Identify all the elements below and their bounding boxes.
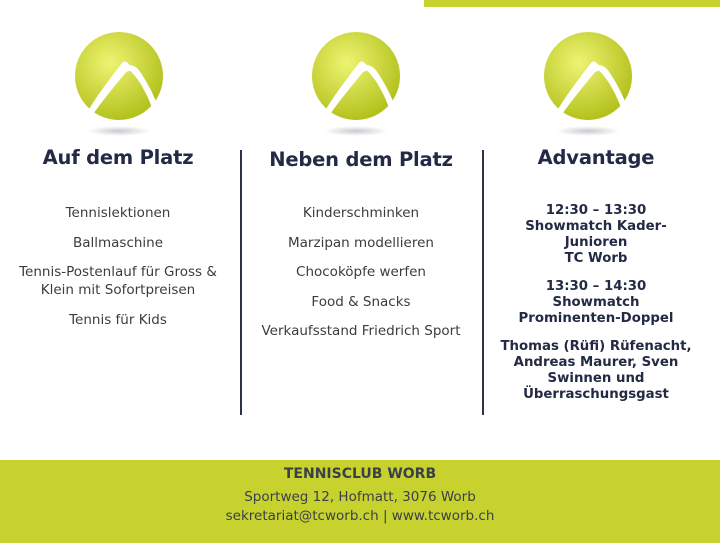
program-list [476,203,716,415]
list-item: Tennislektionen [65,205,171,221]
activity-list [241,204,481,352]
program-description: Showmatch Prominenten-Doppel [518,295,674,326]
list-item: Food & Snacks [311,293,411,310]
program-time: 12:30 – 13:30 [545,203,647,218]
ball-shadow [324,126,388,136]
list-item: Tennis-Postenlauf für Gross & Klein mit Sofortpreisen [19,264,217,298]
column-title: Advantage [537,146,655,169]
list-item: Tennis für Kids [69,311,167,328]
club-name: TENNISCLUB WORB [283,466,437,482]
program-item [476,339,716,403]
footer [0,460,720,543]
program-item [476,279,716,327]
list-item: Kinderschminken [302,205,420,221]
program-time: 13:30 – 14:30 [545,279,647,294]
list-item: Marzipan modellieren [288,234,434,251]
list-item: Chocoköpfe werfen [296,264,426,280]
club-address: Sportweg 12, Hofmatt, 3076 Worb [244,489,476,505]
club-contact: sekretariat@tcworb.ch | www.tcworb.ch [225,508,495,524]
program-item [476,203,716,267]
activity-list [0,204,238,340]
program-description: Thomas (Rüfi) Rüfenacht, Andreas Maurer, Sven Swinnen und Überraschungsgast [500,339,692,402]
ball-shadow [87,126,151,136]
column-title: Auf dem Platz [42,146,194,169]
top-accent-bar [424,0,720,7]
column-title: Neben dem Platz [269,148,453,171]
tennis-ball-icon [311,30,401,138]
list-item: Verkaufsstand Friedrich Sport [261,323,461,339]
ball-shadow [556,126,620,136]
tennis-ball-icon [74,30,164,138]
list-item: Ballmaschine [72,234,164,251]
tennis-ball-icon [543,30,633,138]
program-club: TC Worb [564,251,628,266]
program-description: Showmatch Kader-Junioren [525,219,667,250]
